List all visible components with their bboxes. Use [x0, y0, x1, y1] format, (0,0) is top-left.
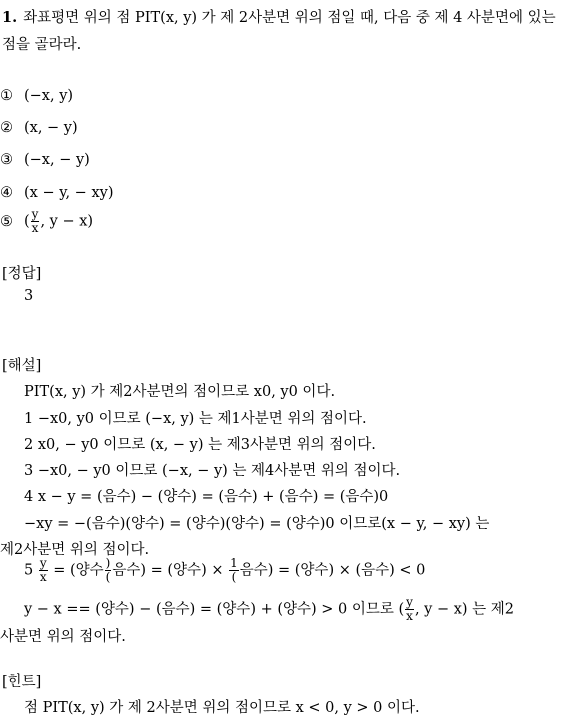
fraction-numerator: y	[39, 556, 47, 570]
explanation-label: [해설]	[2, 358, 42, 374]
option-text-pre: (	[24, 213, 30, 230]
hint-text: 점 PIT(x, y) 가 제 2사분면 위의 점이므로 x < 0, y > 0 이다.	[24, 700, 420, 716]
explanation-line: 1 −x0, y0 이므로 (−x, y) 는 제1사분면 위의 점이다.	[24, 411, 367, 427]
option-1[interactable]	[0, 88, 73, 104]
explanation-line: 사분면 위의 점이다.	[0, 629, 126, 645]
option-text: (−x, y)	[24, 88, 74, 104]
fraction-numerator: )	[105, 556, 111, 570]
fraction	[39, 557, 48, 584]
fraction-denominator: (	[231, 570, 237, 584]
option-mark: ③	[0, 152, 13, 168]
line-text: 음수) = (양수) × (음수) < 0	[239, 562, 426, 579]
question-number: 1.	[2, 9, 18, 26]
fraction-denominator: x	[39, 570, 47, 584]
fraction	[405, 596, 414, 623]
option-3[interactable]	[0, 152, 90, 168]
option-5[interactable]	[0, 208, 93, 235]
fraction-denominator: (	[105, 570, 111, 584]
fraction	[229, 557, 239, 584]
hint-label: [힌트]	[2, 674, 42, 690]
question-text: 좌표평면 위의 점 PIT(x, y) 가 제 2사분면 위의 점일 때, 다음 중 제 4 사분면에 있는 점을 골라라.	[2, 10, 556, 53]
option-mark: ⑤	[0, 213, 13, 230]
option-text-post: , y − x)	[40, 213, 94, 230]
answer-label: [정답]	[2, 266, 42, 282]
explanation-line-fractions	[24, 557, 425, 584]
option-mark: ②	[0, 120, 13, 136]
explanation-line: 2 x0, − y0 이므로 (x, − y) 는 제3사분면 위의 점이다.	[24, 437, 376, 453]
fraction-denominator: x	[31, 221, 39, 235]
option-text: (x − y, − xy)	[24, 185, 114, 201]
line-text: = (양수	[48, 562, 104, 579]
fraction-numerator: y	[406, 595, 413, 609]
option-mark: ①	[0, 88, 13, 104]
explanation-line: PIT(x, y) 가 제2사분면의 점이므로 x0, y0 이다.	[24, 384, 336, 400]
option-2[interactable]	[0, 120, 78, 136]
line-text: , y − x) 는 제2	[414, 601, 515, 618]
line-text: 5	[24, 562, 38, 579]
option-text: (x, − y)	[24, 120, 78, 136]
fraction	[105, 557, 112, 584]
question	[2, 4, 567, 59]
line-text: 음수) = (양수) ×	[112, 562, 229, 579]
explanation-line: 4 x − y = (음수) − (양수) = (음수) + (음수) = (음수)0	[24, 489, 389, 505]
answer-value: 3	[24, 288, 34, 304]
explanation-line: 3 −x0, − y0 이므로 (−x, − y) 는 제4사분면 위의 점이다.	[24, 463, 401, 479]
option-text: (−x, − y)	[24, 152, 90, 168]
explanation-line: −xy = −(음수)(양수) = (양수)(양수) = (양수)0 이므로(x − y, − xy) 는	[24, 516, 490, 532]
explanation-line: 제2사분면 위의 점이다.	[0, 542, 150, 558]
fraction-denominator: x	[406, 609, 413, 623]
option-4[interactable]	[0, 185, 113, 201]
explanation-line-fraction	[24, 596, 514, 623]
fraction	[31, 208, 40, 235]
fraction-numerator: y	[31, 207, 39, 221]
line-text: y − x == (양수) − (음수) = (양수) + (양수) > 0 이므로 (	[24, 601, 405, 618]
option-mark: ④	[0, 185, 13, 201]
fraction-numerator: 1	[230, 556, 238, 570]
